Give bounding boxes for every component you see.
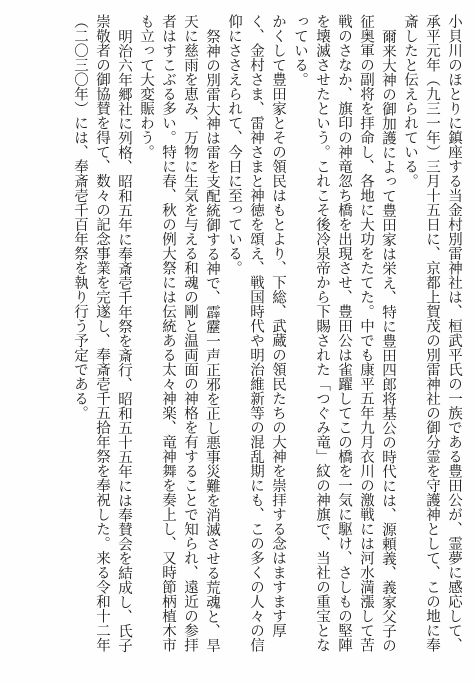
paragraph-history: 爾来大神の御加護によって豊田家は栄え、特に豊田四郎将基公の時代には、源頼義、義家父子の征奥軍の副将を拝命し、各地に大功をたてた。中でも康平五年九月衣川の激戦には河水満漲して苦戦のさなか、旗印の神竜忽ち橋を出現させ、豊田公は雀躍してこの橋を一気に駆け、さしもの堅陣を壊滅させたという。これこそ後冷泉帝から下賜された「つぐみ竜」紋の神旗で、当社の重宝となっている。 (292, 14, 396, 652)
paragraph-deity: 祭神の別雷大神は雷を支配統御する神で、霹靂一声正邪を正し悪事災難を消滅させる荒魂と、旱天に慈雨を恵み、万物に生気を与える和魂の剛と温両面の神格を有することで知られ、遠近の参拝者はすこぶる多い。特に春、秋の例大祭には伝統ある太々神楽、竜神舞を奏上し、又時節柄植木市も立って大変賑わう。 (138, 14, 220, 652)
document-body (9, 14, 465, 666)
paragraph-founding: 小貝川のほとりに鎮座する当金村別雷神社は、桓武平氏の一族である豊田公が、霊夢に感応して、承平元年（九三一年）三月十五日に、京都上賀茂の別雷神社の御分霊を守護神として、この地に奉斎したと伝えられている。 (402, 14, 462, 652)
paragraph-worship: かくして豊田家とその領民はもとより、下総、武蔵の領民たちの大神を崇拝する念はますます厚く、金村さま、雷神さまと神徳を頌え、戦国時代や明治維新等の混乱期にも、この多くの人々の信仰にささえられて、今日に至っている。 (226, 14, 286, 652)
paragraph-modern: 明治六年郷社に列格、昭和五年に奉斎壱千年祭を斎行、昭和五十五年には奉賛会を結成し、氏子崇敬者の御協賛を得て、数々の記念事業を完遂し、奉斎壱千五拾年祭を奉祝した。来る令和十二年（二〇三〇年）には、奉斎壱千百年祭を執り行う予定である。 (72, 14, 132, 652)
